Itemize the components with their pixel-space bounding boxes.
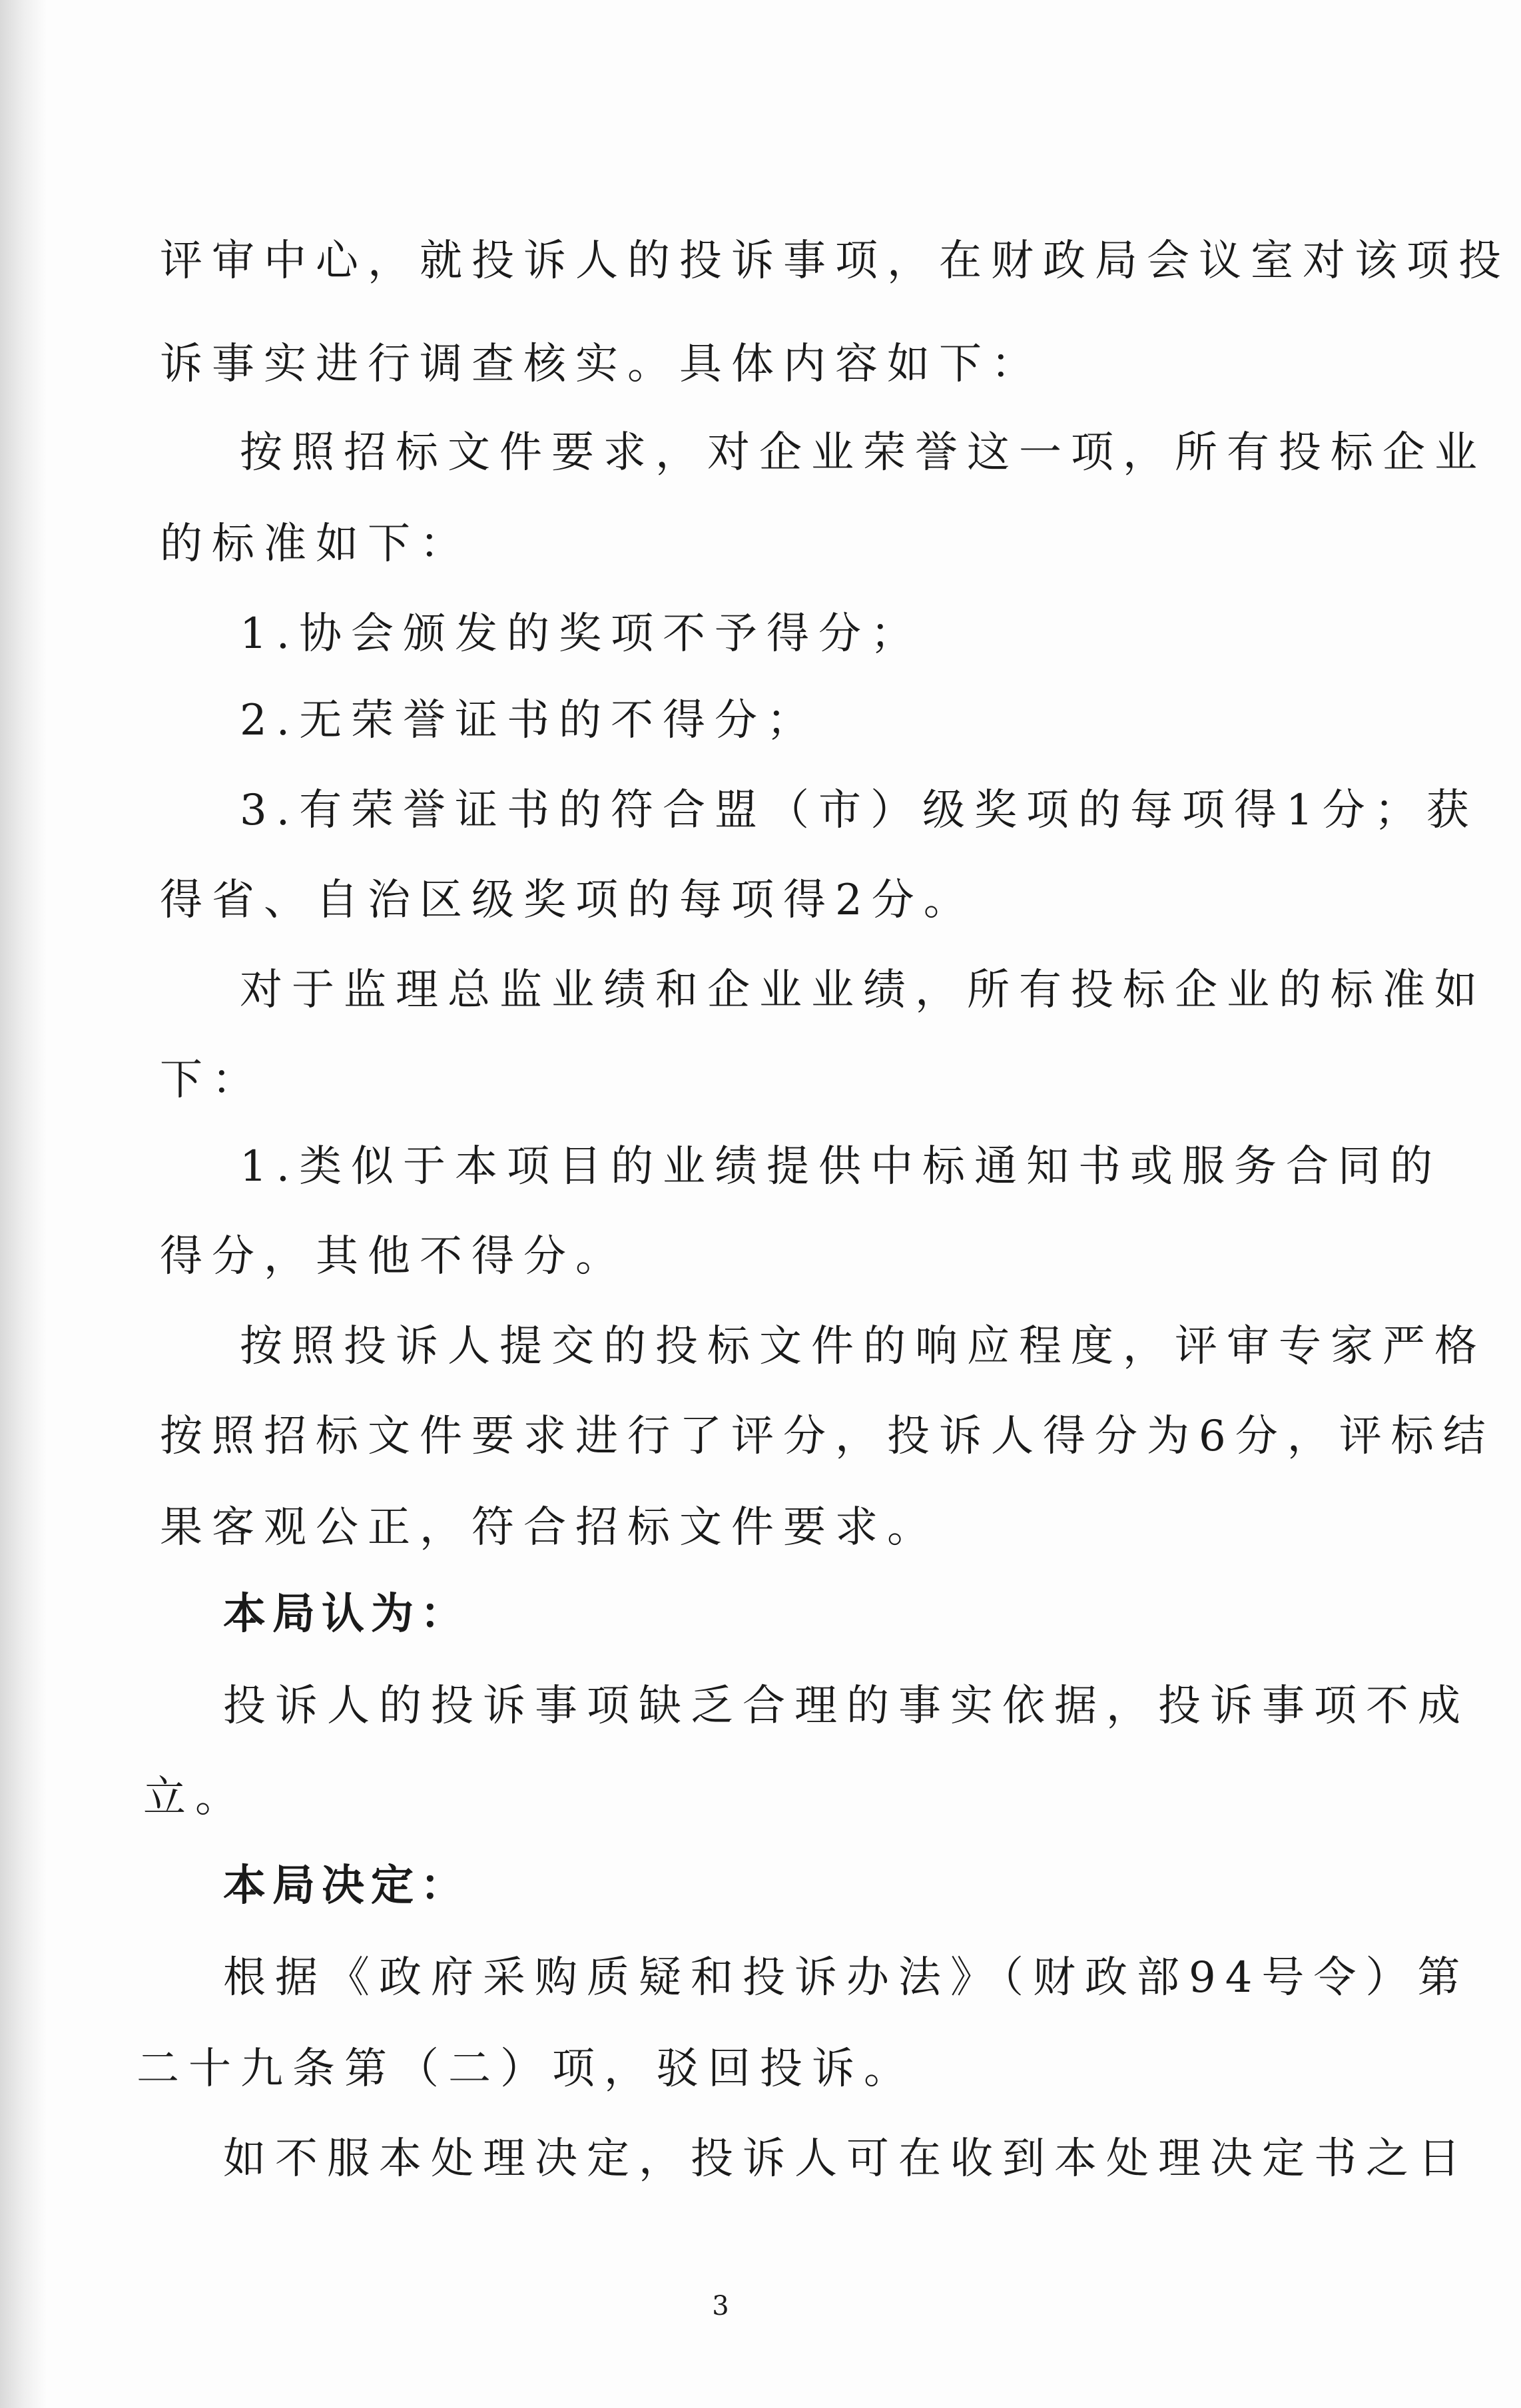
list-item: 1.类似于本项目的业绩提供中标通知书或服务合同的: [240, 1142, 1442, 1191]
body-text-line: 根据《政府采购质疑和投诉办法》（财政部94号令）第: [223, 1953, 1470, 2002]
body-text-line: 得省、自治区级奖项的每项得2分。: [160, 876, 976, 925]
list-item: 2.无荣誉证书的不得分；: [240, 696, 819, 745]
body-text-line: 投诉人的投诉事项缺乏合理的事实依据，投诉事项不成: [223, 1681, 1470, 1731]
body-text-line: 评审中心，就投诉人的投诉事项，在财政局会议室对该项投: [160, 236, 1510, 286]
body-text-line: 如不服本处理决定，投诉人可在收到本处理决定书之日: [223, 2134, 1470, 2184]
body-text-line: 按照招标文件要求进行了评分，投诉人得分为6分，评标结: [160, 1412, 1495, 1461]
body-text-line: 按照招标文件要求，对企业荣誉这一项，所有投标企业: [240, 428, 1486, 477]
body-text-line: 果客观公正，符合招标文件要求。: [160, 1503, 939, 1552]
page-number: 3: [712, 2291, 729, 2321]
body-text-line: 的标准如下：: [160, 519, 471, 569]
body-text-line: 二十九条第（二）项，驳回投诉。: [137, 2044, 916, 2094]
section-heading: 本局认为：: [223, 1590, 469, 1639]
scan-edge-shadow: [0, 0, 47, 2408]
list-item: 1.协会颁发的奖项不予得分；: [240, 609, 923, 659]
body-text-line: 对于监理总监业绩和企业业绩，所有投标企业的标准如: [240, 966, 1486, 1015]
body-text-line: 得分，其他不得分。: [160, 1232, 627, 1281]
list-item: 3.有荣誉证书的符合盟（市）级奖项的每项得1分；获: [240, 786, 1478, 835]
section-heading: 本局决定：: [223, 1861, 469, 1911]
body-text-line: 诉事实进行调查核实。具体内容如下：: [160, 340, 1043, 389]
body-text-line: 按照投诉人提交的投标文件的响应程度，评审专家严格: [240, 1322, 1486, 1371]
body-text-line: 下：: [160, 1055, 264, 1105]
body-text-line: 立。: [143, 1773, 247, 1822]
